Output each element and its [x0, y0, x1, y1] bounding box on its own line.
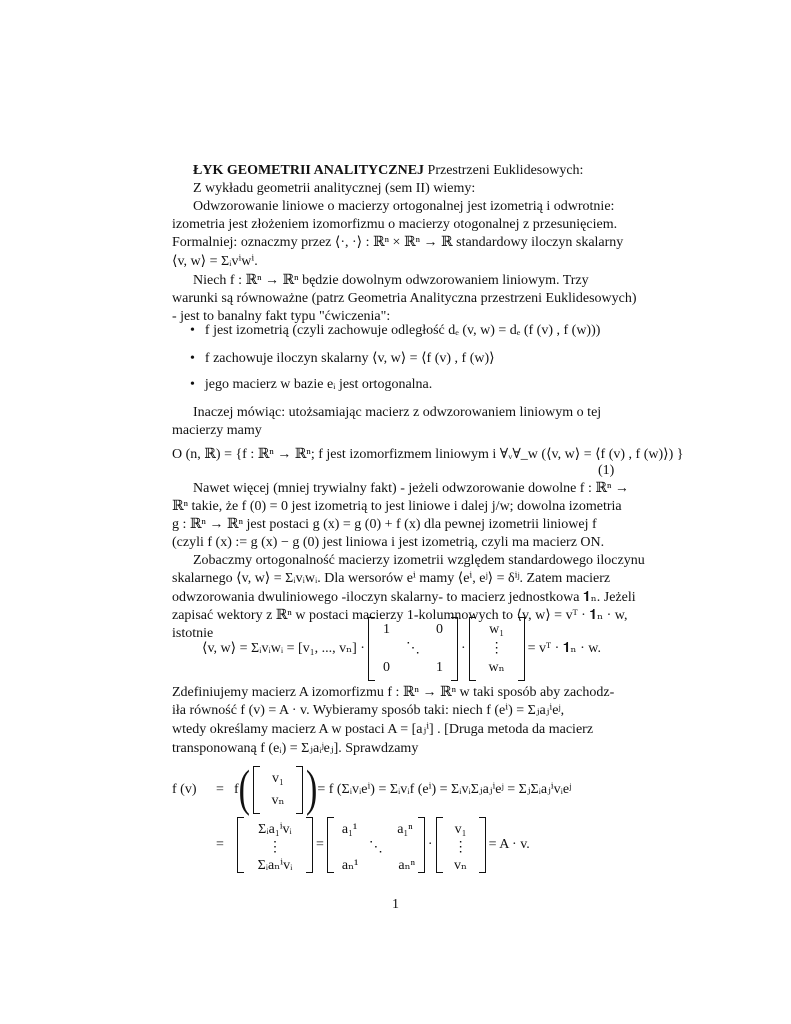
bullet-text: jego macierz w bazie eᵢ jest ortogonalna.	[204, 377, 433, 392]
para4-line2: ℝⁿ takie, że f (0) = 0 jest izometrią to jest liniowe i dalej j/w; dowolna izometria	[172, 499, 622, 514]
vector-dots: ⋮	[268, 840, 282, 855]
para5-line5: istotnie	[172, 626, 214, 641]
matrix-cell: a₁ⁿ	[397, 822, 413, 837]
right-paren-icon: )	[306, 761, 318, 817]
para2-line2: warunki są równoważne (patrz Geometria Analityczna przestrzeni Euklidesowych)	[172, 291, 637, 306]
bullet-text: f jest izometrią (czyli zachowuje odległość dₑ (v, w) = dₑ (f (v) , f (w)))	[204, 323, 601, 338]
equation-4-dot: ·	[427, 837, 433, 852]
para3-line1: Inaczej mówiąc: utożsamiając macierz z odwzorowaniem liniowym o tej	[193, 405, 602, 420]
para1-line3: izometria jest złożeniem izomorfizmu o macierzy otogonalnej z przesunięciem.	[172, 217, 618, 232]
vector-cell: Σᵢa₁ⁱvᵢ	[258, 822, 292, 837]
para1-line2: Odwzorowanie liniowe o macierzy ortogonalnej jest izometrią i odwrotnie:	[193, 199, 615, 214]
bullet-text: f zachowuje iloczyn skalarny ⟨v, w⟩ = ⟨f (v) , f (w)⟩	[204, 351, 495, 366]
para6-line4: transponowaną f (eᵢ) = Σⱼaᵢʲeⱼ]. Sprawdzamy	[172, 741, 419, 756]
vector-cell: Σᵢaₙⁱvᵢ	[257, 858, 293, 873]
para6-line1: Zdefiniujemy macierz A izomorfizmu f : ℝⁿ → ℝⁿ w taki sposób aby zachodz-	[172, 685, 615, 700]
vector-cell: w₁	[489, 622, 505, 637]
bullet-dot-icon: •	[190, 351, 195, 366]
heading-title-rest: Przestrzeni Euklidesowych:	[424, 163, 584, 178]
vector-cell: v₁	[272, 771, 284, 786]
equation-3	[172, 760, 571, 820]
para6-line2: iła równość f (v) = A · v. Wybieramy sposób taki: niech f (eⁱ) = Σⱼaⱼⁱeʲ,	[172, 703, 565, 718]
bullet-item	[190, 322, 600, 340]
equation-4-rhs: = A · v.	[488, 837, 530, 852]
page-number: 1	[392, 897, 399, 912]
matrix-a	[327, 817, 425, 873]
vector-cell: v₁	[454, 822, 467, 837]
equation-4-eq2: =	[316, 837, 324, 852]
matrix-cell: 1	[435, 660, 443, 675]
identity-matrix	[368, 617, 458, 681]
para5-line4: zapisać wektory z ℝⁿ w postaci macierzy 1-kolumnowych to ⟨v, w⟩ = vᵀ · 𝟏ₙ · w,	[172, 608, 628, 623]
equation-3-eq: =	[216, 782, 224, 797]
vector-v	[253, 766, 303, 814]
document-heading	[193, 162, 583, 180]
vector-dots: ⋮	[489, 641, 504, 656]
para2-line3: - jest to banalny fakt typu "ćwiczenia":	[172, 309, 391, 324]
equation-3-rhs: = f (Σᵢvᵢeⁱ) = Σᵢvᵢf (eⁱ) = ΣᵢvᵢΣⱼaⱼⁱeʲ = ΣⱼΣᵢaⱼⁱvᵢeʲ	[317, 782, 572, 797]
para1-line1: Z wykładu geometrii analitycznej (sem II) wiemy:	[193, 181, 476, 196]
vector-w	[469, 617, 525, 681]
vector-cell: wₙ	[488, 660, 505, 675]
matrix-cell: aₙ¹	[341, 858, 359, 873]
para1-line5: ⟨v, w⟩ = Σᵢvⁱwⁱ.	[172, 254, 258, 269]
vector-cell: vₙ	[271, 793, 285, 808]
equation-2-lhs: ⟨v, w⟩ = Σᵢvᵢwᵢ = [v₁, ..., vₙ] ·	[202, 641, 365, 656]
vector-dots: ⋮	[453, 840, 468, 855]
para5-line1: Zobaczmy ortogonalność macierzy izometrii względem standardowego iloczynu	[193, 553, 645, 568]
matrix-cell: 1	[382, 622, 390, 637]
para4-line3: g : ℝⁿ → ℝⁿ jest postaci g (x) = g (0) + f (x) dla pewnej izometrii liniowej f	[172, 517, 597, 532]
equation-1-number: (1)	[598, 463, 615, 478]
para5-line2: skalarnego ⟨v, w⟩ = Σᵢvᵢwᵢ. Dla wersorów eⁱ mamy ⟨eⁱ, eʲ⟩ = δⁱʲ. Zatem macierz	[172, 571, 611, 586]
vector-v	[436, 817, 486, 873]
bullet-item	[190, 376, 432, 394]
matrix-cell: 0	[435, 622, 443, 637]
matrix-dots: ⋱	[405, 641, 420, 656]
equation-3-lhs: f (v)	[172, 782, 197, 797]
para5-line3: odwzorowania dwuliniowego -iloczyn skalarny- to macierz jednostkowa 𝟏ₙ. Jeżeli	[172, 590, 636, 605]
equation-4	[172, 815, 530, 875]
equation-2	[202, 614, 601, 684]
equation-2-rhs: = vᵀ · 𝟏ₙ · w.	[527, 641, 601, 656]
equation-4-eq: =	[216, 837, 224, 852]
para4-line1: Nawet więcej (mniej trywialny fakt) - jeżeli odwzorowanie dowolne f : ℝⁿ →	[193, 481, 629, 496]
equation-1: O (n, ℝ) = {f : ℝⁿ → ℝⁿ; f jest izomorfizmem liniowym i ∀ᵥ∀_w (⟨v, w⟩ = ⟨f (v) , f (w)⟩) }	[172, 447, 684, 462]
equation-2-dot: ·	[460, 641, 466, 656]
heading-title-bold: ŁYK GEOMETRII ANALITYCZNEJ	[193, 163, 425, 178]
vector-cell: vₙ	[454, 858, 468, 873]
matrix-cell: 0	[382, 660, 390, 675]
para2-line1: Niech f : ℝⁿ → ℝⁿ będzie dowolnym odwzorowaniem liniowym. Trzy	[193, 273, 589, 288]
para6-line3: wtedy określamy macierz A w postaci A = [aⱼⁱ] . [Druga metoda da macierz	[172, 722, 594, 737]
left-paren-icon: (	[238, 761, 250, 817]
matrix-dots: ⋱	[368, 840, 383, 855]
equation-3-f: f	[234, 782, 239, 797]
bullet-item	[190, 350, 495, 368]
matrix-cell: aₙⁿ	[398, 858, 416, 873]
para4-line4: (czyli f (x) := g (x) − g (0) jest liniowa i jest izometrią, czyli ma macierz ON.	[172, 535, 605, 550]
matrix-cell: a₁¹	[341, 822, 358, 837]
para3-line2: macierzy mamy	[172, 423, 262, 438]
para1-line4: Formalniej: oznaczmy przez ⟨·, ·⟩ : ℝⁿ × ℝⁿ → ℝ standardowy iloczyn skalarny	[172, 235, 624, 250]
column-sum-vector	[237, 817, 313, 873]
bullet-dot-icon: •	[190, 377, 195, 392]
bullet-dot-icon: •	[190, 323, 195, 338]
